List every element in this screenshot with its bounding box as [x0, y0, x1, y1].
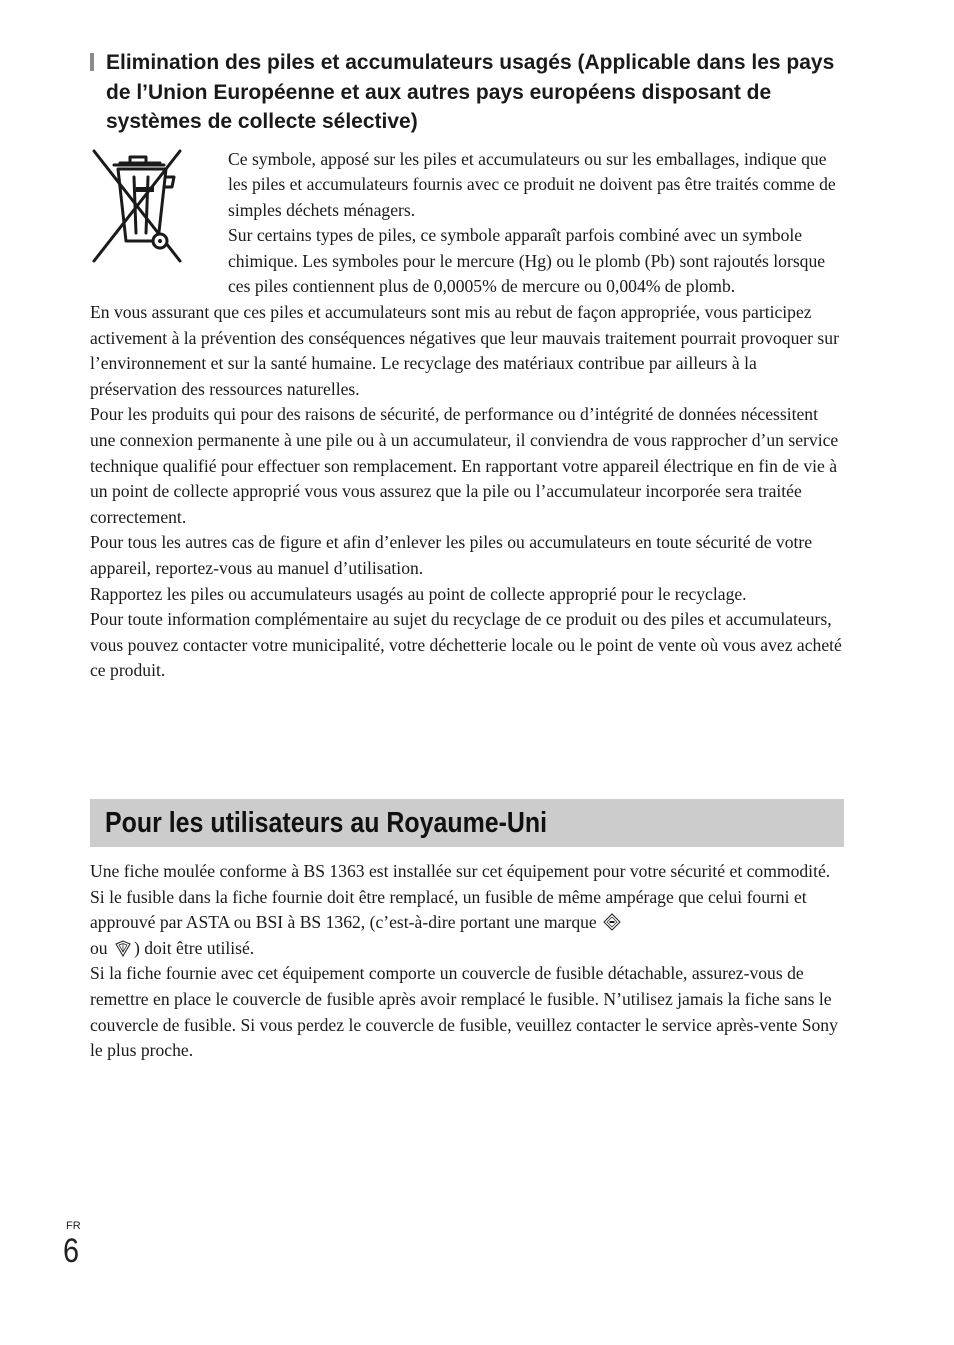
battery-disposal-heading-text: Elimination des piles et accumulateurs usagés (Applicable dans les pays de l’Union Européenne et aux autres pays européens disposant de systèmes de collecte sélective)	[106, 51, 835, 133]
fuse-text-after: ) doit être utilisé.	[134, 937, 255, 958]
battery-disposal-section	[90, 48, 850, 684]
heading-marker	[90, 53, 94, 71]
paragraph-permanent-connection: Pour les produits qui pour des raisons de sécurité, de performance ou d’intégrité de données nécessitent une connexion permanente à une pile ou à un accumulateur, il conviendra de vous rapprocher d’un service technique qualifié pour effectuer son remplacement. En rapportant votre appareil électrique en fin de vie à un point de collecte approprié vous vous assurez que la pile ou l’accumulateur incorporée sera traitée correctement.	[90, 404, 839, 527]
uk-section-title: Pour les utilisateurs au Royaume-Uni	[105, 807, 548, 839]
paragraph-fuse-cover: Si la fiche fournie avec cet équipement comporte un couvercle de fusible détachable, assurez-vous de remettre en place le couvercle de fusible après avoir remplacé le fusible. N’utilisez jamais la fiche sans le couvercle de fusible. Si vous perdez le couvercle de fusible, veuillez contacter le service après-vente Sony le plus proche.	[90, 963, 838, 1061]
battery-disposal-body	[90, 147, 842, 684]
paragraph-proper-disposal: En vous assurant que ces piles et accumulateurs sont mis au rebut de façon appropriée, vous participez activement à la prévention des conséquences négatives que leur mauvais traitement pourrait provoquer sur l’environnement et sur la santé humaine. Le recyclage des matériaux contribue par ailleurs à la préservation des ressources naturelles.	[90, 302, 839, 399]
fuse-text-before: Si le fusible dans la fiche fournie doit être remplacé, un fusible de même ampérage que celui fourni et approuvé par ASTA ou BSI à BS 1362, (c’est-à-dire portant une marque	[90, 886, 807, 933]
uk-users-section	[90, 859, 844, 1064]
bsi-kitemark-icon	[114, 939, 132, 957]
paragraph-chemical-symbol: Sur certains types de piles, ce symbole apparaît parfois combiné avec un symbole chimique. Les symboles pour le mercure (Hg) ou le plomb (Pb) sont rajoutés lorsque ces piles contiennent plus de 0,0005% de mercure ou 0,004% de plomb.	[228, 225, 826, 297]
language-code: FR	[66, 1220, 81, 1232]
paragraph-molded-plug: Une fiche moulée conforme à BS 1363 est installée sur cet équipement pour votre sécurité et commodité.	[90, 861, 831, 881]
paragraph-return-batteries: Rapportez les piles ou accumulateurs usagés au point de collecte approprié pour le recyclage.	[90, 583, 747, 604]
uk-section-banner	[90, 799, 844, 847]
paragraph-more-info: Pour toute information complémentaire au sujet du recyclage de ce produit ou des piles et accumulateurs, vous pouvez contacter votre municipalité, votre déchetterie locale ou le point de vente où vous avez acheté ce produit.	[90, 609, 842, 681]
paragraph-other-cases: Pour tous les autres cas de figure et afin d’enlever les piles ou accumulateurs en toute sécurité de votre appareil, reportez-vous au manuel d’utilisation.	[90, 532, 813, 578]
page-number: 6	[63, 1232, 80, 1270]
crossed-out-wheelie-bin-icon	[90, 147, 214, 271]
asta-mark-icon	[603, 913, 621, 931]
paragraph-fuse-replacement	[90, 885, 844, 962]
battery-disposal-heading	[90, 48, 850, 137]
fuse-text-or: ou	[90, 937, 108, 958]
paragraph-symbol: Ce symbole, apposé sur les piles et accumulateurs ou sur les emballages, indique que les piles et accumulateurs fournis avec ce produit ne doivent pas être traités comme de simples déchets ménagers.	[228, 148, 836, 220]
